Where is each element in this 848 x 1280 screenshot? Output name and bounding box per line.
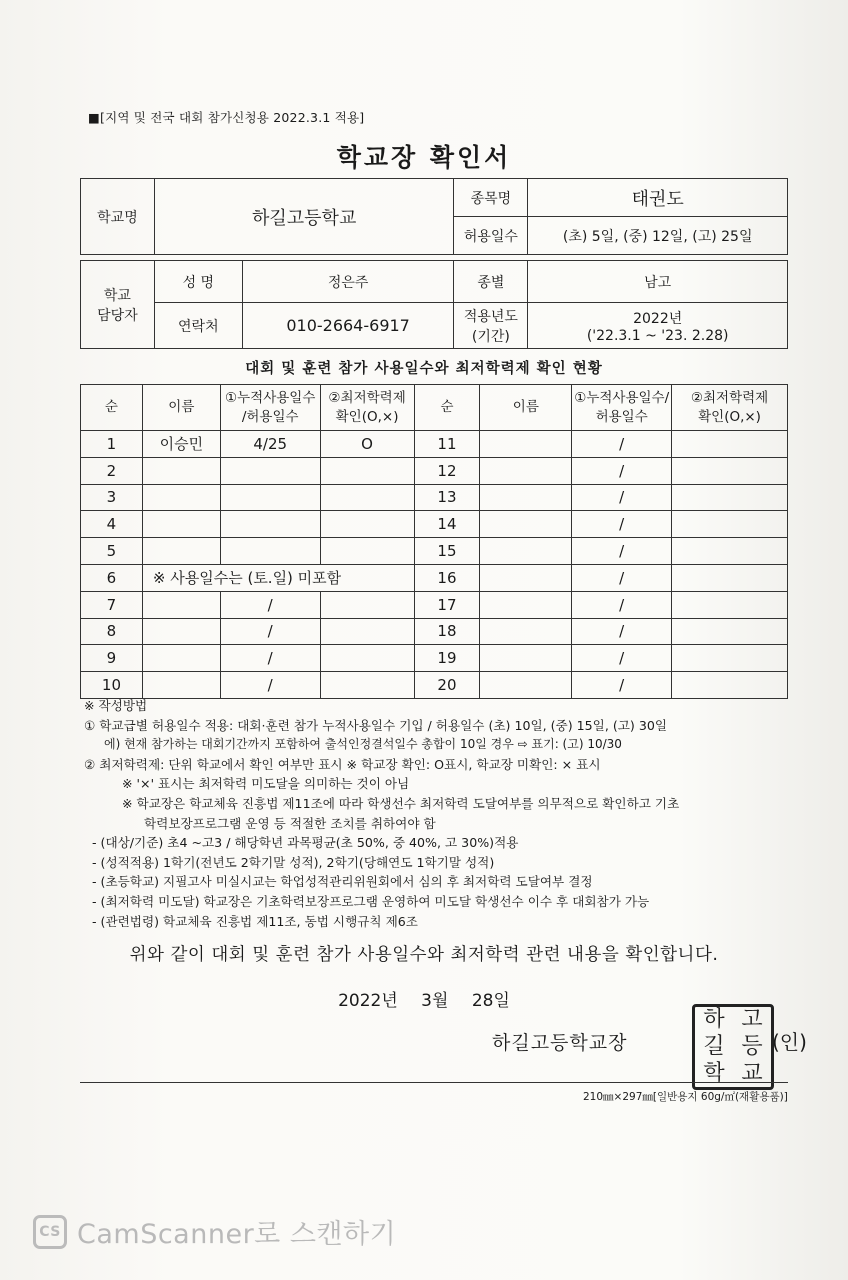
athlete-name: 이승민 [142,431,220,458]
seal-mark: (인) [772,1030,807,1054]
athlete-name [480,538,572,565]
athlete-name [142,511,220,538]
official-seal-icon [692,1004,774,1090]
col-header-name-2: 이름 [480,385,572,431]
col-header-min-line2: 확인(O,×) [335,408,399,425]
athlete-name [480,591,572,618]
section-title: 대회 및 훈련 참가 사용일수와 최저학력제 확인 현황 [245,361,603,377]
detail-3: - (초등학교) 지필고사 미실시교는 학업성적관리위원회에서 심의 후 최저학력 도달여부 결정 [92,874,593,890]
used-days: / [572,645,672,672]
row-number: 1 [81,431,143,458]
used-days [220,538,320,565]
confirmation-statement: 위와 같이 대회 및 훈련 참가 사용일수와 최저학력 관련 내용을 확인합니다. [129,945,719,965]
athlete-name [480,645,572,672]
athlete-name [142,538,220,565]
used-days [220,484,320,511]
detail-5: - (관련법령) 학교체육 진흥법 제11조, 동법 시행규칙 제6조 [92,913,418,929]
school-info-table [80,178,788,349]
col-header-min2-line1: ②최저학력제 [690,389,769,406]
min-academic-check [672,511,788,538]
used-days: / [572,511,672,538]
row-number: 18 [414,618,480,645]
row-number: 12 [414,457,480,484]
seal-char: 교 [741,1060,763,1086]
note-1b: 에) 현재 참가하는 대회기간까지 포함하여 출석인정결석일수 총합이 10일 경우 ⇨ 표기: (고) 10/30 [104,737,622,752]
row-number: 20 [414,672,480,699]
used-days: / [572,538,672,565]
athlete-name [142,591,220,618]
min-academic-check [672,457,788,484]
col-header-days2-line1: ①누적사용일수/ [574,389,670,406]
table-row [81,618,788,645]
athlete-name [480,672,572,699]
min-academic-check [672,431,788,458]
table-row [81,538,788,565]
min-academic-check [672,672,788,699]
athlete-name [142,645,220,672]
table-row [81,591,788,618]
used-days: / [572,457,672,484]
seal-char: 학 [703,1060,725,1086]
used-days: / [220,672,320,699]
note-3: ※ '×' 표시는 최저학력 미도달을 의미하는 것이 아님 [122,776,410,792]
camscanner-watermark [33,1212,396,1251]
apply-year-label-line2: (기간) [471,328,510,345]
used-days [220,511,320,538]
principal-signature: 하길고등학교장 [492,1032,628,1054]
row-number: 9 [81,645,143,672]
allowed-days-value: (초) 5일, (중) 12일, (고) 25일 [528,217,788,255]
detail-2: - (성적적용) 1학기(전년도 2학기말 성적), 2학기(당해연도 1학기말 성적) [92,854,495,870]
note-4a: ※ 학교장은 학교체육 진흥법 제11조에 따라 학생선수 최저학력 도달여부를 의무적으로 확인하고 기초 [122,795,680,811]
table-row [81,511,788,538]
athlete-name [142,457,220,484]
table-row [81,645,788,672]
min-academic-check: O [320,431,414,458]
min-academic-check [320,672,414,699]
min-academic-check [320,457,414,484]
used-days: / [572,618,672,645]
col-header-days-line1: ①누적사용일수 [225,389,316,406]
min-academic-check [320,511,414,538]
table-row [81,431,788,458]
row-number: 2 [81,457,143,484]
row-number: 13 [414,484,480,511]
seal-char: 하 [703,1007,725,1033]
row-number: 6 [81,564,143,591]
row-note: ※ 사용일수는 (토.일) 미포함 [142,564,414,591]
school-name-value: 하길고등학교 [154,179,454,255]
min-academic-check [672,618,788,645]
col-header-days-2 [572,385,672,431]
manager-label [81,261,155,349]
col-header-min-academic [320,385,414,431]
min-academic-check [320,484,414,511]
col-header-min-line1: ②최저학력제 [328,389,406,406]
row-number: 3 [81,484,143,511]
manager-name-value: 정은주 [242,261,454,303]
athlete-name [480,511,572,538]
used-days: / [220,645,320,672]
writing-instructions [84,696,796,931]
athlete-name [142,484,220,511]
note-2: ② 최저학력제: 단위 학교에서 확인 여부만 표시 ※ 학교장 확인: O표시, 학교장 미확인: × 표시 [84,756,601,772]
used-days: / [572,484,672,511]
min-academic-check [320,645,414,672]
row-number: 4 [81,511,143,538]
gender-value: 남고 [528,261,788,303]
school-name-label: 학교명 [81,179,155,255]
row-number: 7 [81,591,143,618]
table-row [81,564,788,591]
row-number: 15 [414,538,480,565]
document-title: 학교장 확인서 [336,143,512,172]
detail-1: - (대상/기준) 초4 ~고3 / 해당학년 과목평균(초 50%, 중 40%, 고 30%)적용 [92,835,519,851]
used-days: / [220,618,320,645]
apply-year-value [528,303,788,349]
athlete-name [480,431,572,458]
min-academic-check [672,564,788,591]
used-days: / [220,591,320,618]
min-academic-check [672,645,788,672]
manager-label-line2: 담당자 [97,307,138,324]
apply-year: 2022년 [633,310,683,327]
table-row [81,672,788,699]
row-number: 5 [81,538,143,565]
table-row [81,457,788,484]
athlete-name [142,672,220,699]
notes-heading: ※ 작성방법 [84,698,148,713]
col-header-days-line2: /허용일수 [241,408,299,425]
col-header-days [220,385,320,431]
note-4b: 학력보장프로그램 운영 등 적절한 조치를 취하여야 함 [144,815,436,831]
seal-char: 길 [703,1033,725,1059]
col-header-min2-line2: 확인(O,×) [698,408,761,425]
min-academic-check [672,538,788,565]
confirmation-date: 2022년 3월 28일 [338,991,510,1011]
min-academic-check [320,618,414,645]
row-number: 19 [414,645,480,672]
used-days: / [572,591,672,618]
athlete-name [142,618,220,645]
min-academic-check [672,591,788,618]
min-academic-check [320,538,414,565]
row-number: 16 [414,564,480,591]
athlete-name [480,618,572,645]
col-header-no: 순 [81,385,143,431]
col-header-name: 이름 [142,385,220,431]
table-row [81,484,788,511]
event-value: 태권도 [528,179,788,217]
col-header-no-2: 순 [414,385,480,431]
used-days: / [572,672,672,699]
col-header-min-academic-2 [672,385,788,431]
apply-year-label [454,303,528,349]
gender-label: 종별 [454,261,528,303]
used-days: / [572,564,672,591]
row-number: 17 [414,591,480,618]
athlete-name [480,484,572,511]
contact-label: 연락처 [154,303,242,349]
paper-spec: 210㎜×297㎜[일반용지 60g/㎡(재활용품)] [583,1091,788,1103]
min-academic-check [672,484,788,511]
used-days: 4/25 [220,431,320,458]
apply-period: ('22.3.1 ~ '23. 2.28) [586,327,729,344]
row-number: 11 [414,431,480,458]
min-academic-check [320,591,414,618]
athlete-name [480,457,572,484]
camscanner-logo-icon: CS [33,1215,67,1249]
row-number: 14 [414,511,480,538]
athlete-name [480,564,572,591]
col-header-days2-line2: 허용일수 [595,408,648,425]
form-top-note: ■[지역 및 전국 대회 참가신청용 2022.3.1 적용] [88,110,365,125]
used-days [220,457,320,484]
participation-rows [81,431,788,699]
row-number: 8 [81,618,143,645]
allowed-days-label: 허용일수 [454,217,528,255]
apply-year-label-line1: 적용년도 [463,308,518,325]
detail-4: - (최저학력 미도달) 학교장은 기초학력보장프로그램 운영하여 미도달 학생선수 이수 후 대회참가 가능 [92,893,650,909]
event-label: 종목명 [454,179,528,217]
seal-char: 등 [741,1033,763,1059]
camscanner-text: CamScanner로 스캔하기 [77,1219,397,1250]
footer-divider [80,1082,788,1083]
participation-table [80,384,788,699]
contact-value: 010-2664-6917 [242,303,454,349]
used-days: / [572,431,672,458]
note-1a: ① 학교급별 허용일수 적용: 대회·훈련 참가 누적사용일수 기입 / 허용일수 (초) 10일, (중) 15일, (고) 30일 [84,717,668,733]
row-number: 10 [81,672,143,699]
manager-name-label: 성 명 [154,261,242,303]
seal-char: 고 [741,1007,763,1033]
manager-label-line1: 학교 [103,287,131,304]
